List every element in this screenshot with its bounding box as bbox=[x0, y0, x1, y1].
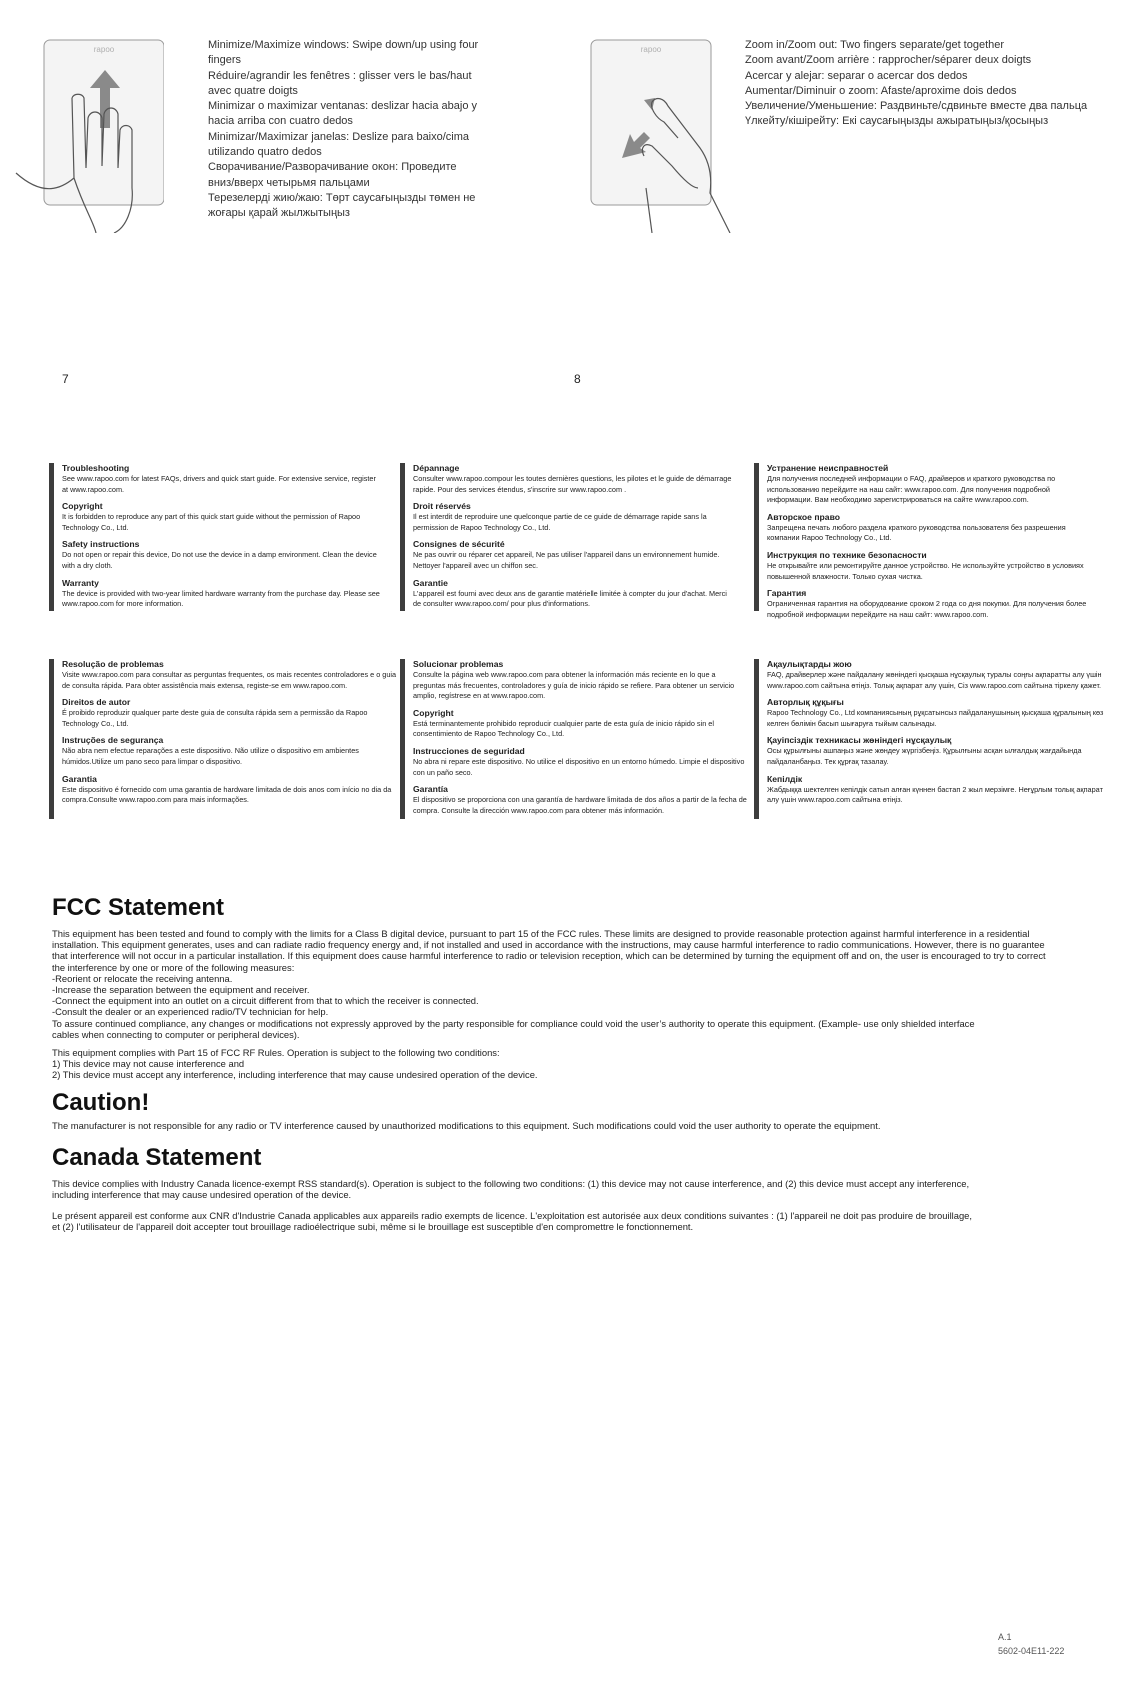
text-line: Zoom in/Zoom out: Two fingers separate/get together bbox=[745, 39, 1005, 51]
section-text: The device is provided with two-year limited hardware warranty from the purchase day. Please see www.rapoo.com for more information. bbox=[62, 588, 380, 609]
section-heading: Garantía bbox=[413, 784, 448, 795]
text-line: Үлкейту/кішірейту: Екі саусағыңызды ажыратыңыз/қосыңыз bbox=[745, 115, 1049, 128]
section-text: Do not open or repair this device, Do not use the device in a damp environment. Clean the device with a dry cloth. bbox=[62, 550, 377, 570]
section-heading: Troubleshooting bbox=[62, 463, 130, 473]
text-line: This equipment complies with Part 15 of FCC RF Rules. Operation is subject to the following two conditions: bbox=[52, 1047, 500, 1058]
section-text: See www.rapoo.com for latest FAQs, drivers and quick start guide. For extensive service, register at www.rapoo.com. bbox=[62, 474, 376, 494]
text-line: fingers bbox=[208, 54, 242, 67]
text-line: жоғары қарай жылжытыңыз bbox=[208, 207, 350, 220]
section-text: Осы құрылғыны ашпаңыз және жөндеу жүргізбеңіз. Құрылғыны асқан ылғалдық жағдайында пайдаланбаңыз. Тек құрғақ тазалау. bbox=[767, 746, 1082, 766]
text-line: Le présent appareil est conforme aux CNR d'Industrie Canada applicables aux appareils radio exempts de licence. L'exploitation est autorisée aux deux conditions suivantes : (1) l'appareil ne doit pas produire de brouillage, bbox=[52, 1210, 972, 1221]
gesture-description-four-finger bbox=[208, 38, 508, 222]
section-heading: Устранение неисправностей bbox=[767, 463, 889, 473]
section-text: Rapoo Technology Co., Ltd компаниясының рұқсатынсыз пайдаланушының қысқаша құралының көз келген бөлімін басып шығаруға тыйым салынады. bbox=[767, 708, 1104, 728]
text-line: To assure continued compliance, any changes or modifications not expressly approved by the party responsible for compliance could void the user’s authority to operate this equipment. (Example- use only shielded interface bbox=[52, 1017, 975, 1029]
fcc-body bbox=[52, 928, 1112, 1040]
text-line: utilizando quatro dedos bbox=[208, 146, 322, 159]
text-line: Minimizar o maximizar ventanas: deslizar hacia abajo y bbox=[208, 100, 477, 113]
text-line: Увеличение/Уменьшение: Раздвиньте/сдвиньте вместе два пальца bbox=[745, 100, 1088, 113]
section-heading: Warranty bbox=[62, 577, 99, 588]
document-revision: A.1 bbox=[998, 1632, 1012, 1642]
section-heading: Гарантия bbox=[767, 588, 807, 599]
page-number: 7 bbox=[62, 372, 69, 386]
section-text: É proibido reproduzir qualquer parte deste guia de consulta rápida sem a permissão da Rapoo Technology Co., Ltd. bbox=[62, 708, 368, 728]
fcc-rf-rules bbox=[52, 1047, 1112, 1081]
section-heading: Қауіпсіздік техникасы жөніндегі нұсқаулық bbox=[767, 735, 952, 746]
section-text: El dispositivo se proporciona con una garantía de hardware limitada de dos años a partir de la fecha de compra. Consulte la dirección www.rapoo.com para obtener más información. bbox=[413, 795, 747, 815]
text-line: -Connect the equipment into an outlet on a circuit different from that to which the receiver is connected. bbox=[52, 995, 479, 1007]
text-line: et (2) l'utilisateur de l'appareil doit accepter tout brouillage radioélectrique subi, même si le brouillage est susceptible d'en compromettre le fonctionnement. bbox=[52, 1221, 694, 1233]
text-line: Minimizar/Maximizar janelas: Deslize para baixo/cima bbox=[208, 130, 470, 143]
text-line: Aumentar/Diminuir o zoom: Afaste/aproxime dois dedos bbox=[745, 84, 1017, 97]
section-heading: Consignes de sécurité bbox=[413, 539, 505, 550]
caution-body bbox=[52, 1120, 1112, 1131]
section-text: Не открывайте или ремонтируйте данное устройство. Не используйте устройство в условиях повышенной влажности. Только сухая чистка. bbox=[767, 560, 1084, 581]
text-line: Réduire/agrandir les fenêtres : glisser vers le bas/haut bbox=[208, 69, 472, 82]
section-text: Ne pas ouvrir ou réparer cet appareil, Ne pas utiliser l'appareil dans un environnement humide. Nettoyer l'appareil avec un chiffon sec. bbox=[413, 550, 720, 570]
section-heading: Инструкция по технике безопасности bbox=[767, 549, 927, 560]
text-line: 2) This device must accept any interference, including interference that may cause undesired operation of the device. bbox=[52, 1069, 538, 1081]
section-heading: Copyright bbox=[62, 501, 103, 512]
text-line: Терезелерді жию/жаю: Төрт саусағыңызды төмен не bbox=[208, 191, 476, 204]
section-heading: Авторлық құқығы bbox=[767, 697, 844, 708]
info-block-portuguese bbox=[49, 659, 402, 819]
canada-title: Canada Statement bbox=[52, 1144, 262, 1171]
section-text: No abra ni repare este dispositivo. No utilice el dispositivo en un entorno húmedo. Limpie el dispositivo con un paño seco. bbox=[413, 756, 745, 777]
text-line: -Increase the separation between the equipment and receiver. bbox=[52, 984, 310, 996]
text-line: -Reorient or relocate the receiving antenna. bbox=[52, 972, 233, 984]
section-heading: Copyright bbox=[413, 707, 454, 718]
section-heading: Instruções de segurança bbox=[62, 735, 164, 746]
gesture-description-zoom bbox=[745, 38, 1115, 130]
canada-body-en bbox=[52, 1178, 1112, 1200]
section-heading: Resolução de problemas bbox=[62, 659, 164, 669]
section-text: Está terminantemente prohibido reproducir cualquier parte de esta guía de inicio rápido sin el consentimiento de Rapoo Technology Co., Ltd. bbox=[413, 718, 714, 739]
touchpad-brand-logo: rapoo bbox=[640, 45, 662, 54]
page-number: 8 bbox=[574, 372, 581, 386]
text-line: 1) This device may not cause interference and bbox=[52, 1058, 245, 1070]
section-text: Consulter www.rapoo.compour les toutes dernières questions, les pilotes et le guide de démarrage rapide. Pour des services étendus, s'inscrire sur www.rapoo.com . bbox=[413, 474, 732, 494]
text-line: This device complies with Industry Canada licence-exempt RSS standard(s). Operation is subject to the following two conditions: (1) this device may not cause interference, and (2) this device must accept any interference, bbox=[52, 1178, 970, 1189]
section-text: It is forbidden to reproduce any part of this quick start guide without the permission of Rapoo Technology Co., Ltd. bbox=[62, 512, 361, 532]
touchpad-brand-logo: rapoo bbox=[93, 45, 115, 54]
section-heading: Safety instructions bbox=[62, 539, 140, 550]
section-heading: Solucionar problemas bbox=[413, 659, 504, 669]
section-text: Visite www.rapoo.com para consultar as perguntas frequentes, os mais recentes controladores e o guia de consulta rápida. Para obter assistência mais extensa, registe-se em www.rapoo.com. bbox=[62, 670, 397, 690]
section-text: FAQ, драйверлер және пайдалану жөніндегі қысқаша нұсқаулық туралы соңғы ақпаратты алу үшін www.rapoo.com сайтына өтіңіз. Толық ақпарат алу үшін, Сіз www.rapoo.com сайтына тіркелу қажет. bbox=[767, 670, 1102, 690]
section-text: Não abra nem efectue reparações a este dispositivo. Não utilize o dispositivo em ambientes húmidos.Utilize um pano seco para limpar o dispositivo. bbox=[62, 746, 359, 766]
text-line: that interference will not occur in a particular installation. If this equipment does cause harmful interference to radio or television reception, which can be determined by turning the equipment off and on, the user is encouraged to try to correct bbox=[52, 950, 1046, 962]
section-text: Запрещена печать любого раздела краткого руководства пользователя без разрешения компании Rapoo Technology Co., Ltd. bbox=[767, 522, 1066, 543]
section-heading: Direitos de autor bbox=[62, 697, 131, 708]
document-code: 5602-04E11-222 bbox=[998, 1646, 1065, 1656]
text-line: вниз/вверх четырьмя пальцами bbox=[208, 176, 370, 189]
section-heading: Dépannage bbox=[413, 463, 460, 473]
text-line: -Consult the dealer or an experienced radio/TV technician for help. bbox=[52, 1006, 329, 1018]
section-text: L'appareil est fourni avec deux ans de garantie matérielle limitée à compter du jour d'achat. Merci de consulter www.rapoo.com/ pour plus d'informations. bbox=[413, 588, 727, 609]
text-line: Zoom avant/Zoom arrière : rapprocher/séparer deux doigts bbox=[745, 54, 1032, 67]
text-line: installation. This equipment generates, uses and can radiate radio frequency energy and, if not installed and used in accordance with the instructions, may cause harmful interference to radio communications. However, there is no guarantee bbox=[52, 939, 1045, 951]
info-block-french bbox=[400, 463, 733, 611]
section-text: Жабдыққа шектелген кепілдік сатып алған күннен бастап 2 жыл мерзімге. Неғұрлым толық ақпарат алу үшін www.rapoo.com сайтына өтіңіз. bbox=[767, 784, 1103, 805]
text-line: hacia arriba con cuatro dedos bbox=[208, 115, 353, 128]
text-line: This equipment has been tested and found to comply with the limits for a Class B digital device, pursuant to part 15 of the FCC rules. These limits are designed to provide reasonable protection against harmful interference in a residential bbox=[52, 928, 1030, 939]
text-line: avec quatre doigts bbox=[208, 84, 298, 97]
text-line: the interference by one or more of the following measures: bbox=[52, 961, 295, 973]
caution-title: Caution! bbox=[52, 1089, 150, 1116]
section-text: Ограниченная гарантия на оборудование сроком 2 года со дня покупки. Для получения более подробной информации перейдите на наш сайт: www.rapoo.com. bbox=[767, 599, 1087, 619]
info-block-spanish bbox=[400, 659, 748, 819]
section-heading: Instrucciones de seguridad bbox=[413, 745, 525, 756]
caution-text: The manufacturer is not responsible for any radio or TV interference caused by unauthorized modifications to this equipment. Such modifications could void the user authority to operate the equipment. bbox=[52, 1120, 881, 1131]
section-text: Este dispositivo é fornecido com uma garantia de hardware limitada de dois anos com início no dia da compra.Consulte www.rapoo.com para mais informações. bbox=[62, 784, 392, 805]
text-line: Minimize/Maximize windows: Swipe down/up using four bbox=[208, 39, 479, 51]
section-text: Il est interdit de reproduire une quelconque partie de ce guide de démarrage rapide sans la permission de Rapoo Technology Co., Ltd. bbox=[413, 512, 707, 532]
text-line: including interference that may cause undesired operation of the device. bbox=[52, 1189, 352, 1201]
info-block-english bbox=[49, 463, 382, 611]
text-line: cables when connecting to computer or peripheral devices). bbox=[52, 1028, 300, 1040]
section-heading: Garantie bbox=[413, 577, 448, 588]
section-heading: Кепілдік bbox=[767, 773, 803, 784]
text-line: Acercar y alejar: separar o acercar dos dedos bbox=[745, 69, 968, 82]
info-block-russian bbox=[754, 463, 1097, 619]
gesture-illustration-two-finger-zoom bbox=[560, 38, 770, 233]
section-text: Consulte la página web www.rapoo.com para obtener la información más reciente en lo que a preguntas más frecuentes, controladores y guía de inicio rápido se refiere. Para obtener un servicio amplio, regístrese en at www.rapoo.com. bbox=[413, 670, 735, 701]
section-heading: Ақаулықтарды жою bbox=[767, 659, 852, 669]
canada-body-fr bbox=[52, 1210, 1112, 1232]
section-heading: Droit réservés bbox=[413, 501, 471, 512]
text-line: Сворачивание/Разворачивание окон: Проведите bbox=[208, 161, 457, 174]
section-heading: Garantia bbox=[62, 773, 97, 784]
fcc-title: FCC Statement bbox=[52, 894, 225, 921]
section-heading: Авторское право bbox=[767, 511, 840, 522]
section-text: Для получения последней информации о FAQ, драйверов и краткого руководства по использованию перейдите на наш сайт: www.rapoo.com. Для получения подробной информации. Вам необходимо зарегистрироваться на сайте www.rapoo.com. bbox=[767, 474, 1056, 505]
gesture-illustration-four-finger bbox=[14, 38, 164, 233]
info-block-kazakh bbox=[754, 659, 1107, 819]
